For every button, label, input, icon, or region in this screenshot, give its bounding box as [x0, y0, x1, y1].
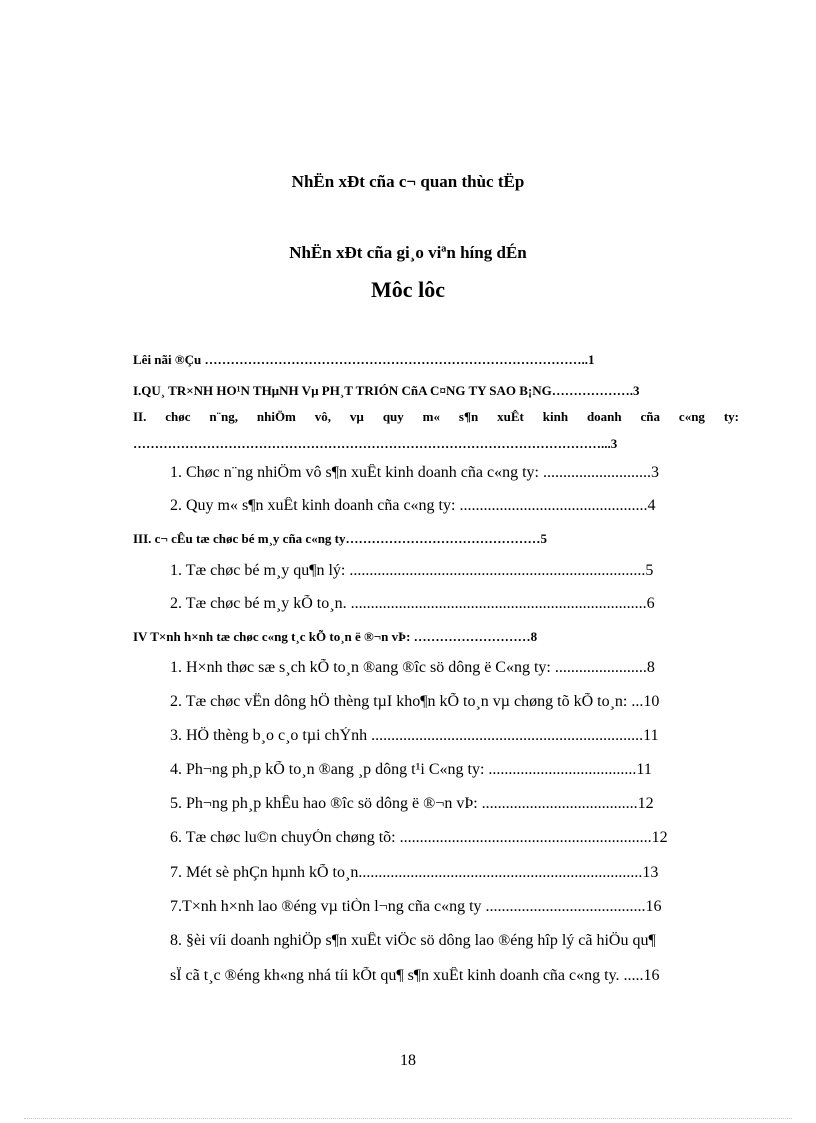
- toc-entry: 7. Mét sè phÇn hµnh kÕ to¸n.......................................................................13: [170, 864, 659, 881]
- toc-entry: I.QU¸ TR×NH HO¹N THµNH Vµ PH¸T TRIÓN CñA C¤NG TY SAO B¡NG……………….3: [133, 383, 640, 398]
- toc-entry: Lêi nãi ®Çu ……………………………………………………………………………..1: [133, 352, 595, 367]
- toc-entry: 1. Tæ chøc bé m¸y qu¶n lý: ..........................................................................5: [170, 562, 654, 579]
- toc-entry: IV T×nh h×nh tæ chøc c«ng t¸c kÕ to¸n ë ®¬n vÞ: ………………………8: [133, 629, 538, 644]
- toc-entry: 5. Ph¬ng ph¸p khÊu hao ®îc sö dông ë ®¬n vÞ: .......................................12: [170, 795, 654, 812]
- toc-entry: 2. Quy m« s¶n xuÊt kinh doanh cña c«ng ty: ...............................................4: [170, 497, 656, 514]
- page-number: 18: [400, 1052, 416, 1069]
- toc-entry: II. chøc n¨ng, nhiÖm vô, vµ quy m« s¶n xuÊt kinh doanh cña c«ng ty:: [133, 409, 739, 424]
- toc-entry: 4. Ph¬ng ph¸p kÕ to¸n ®ang ¸p dông t¹i C«ng ty: .....................................11: [170, 761, 652, 778]
- heading-table-of-contents: Môc lôc: [371, 277, 445, 302]
- toc-entry: 2. Tæ chøc vËn dông hÖ thèng tµI kho¶n kÕ to¸n vµ chøng tõ kÕ to¸n: ...10: [170, 693, 660, 710]
- heading-teacher-comment: NhËn xÐt cña gi¸o viªn híng dÉn: [289, 243, 527, 262]
- toc-entry: sÏ cã t¸c ®éng kh«ng nhá tíi kÕt qu¶ s¶n xuÊt kinh doanh cña c«ng ty. .....16: [170, 967, 660, 984]
- toc-entry: 2. Tæ chøc bé m¸y kÕ to¸n. ..........................................................................6: [170, 595, 655, 612]
- toc-entry: 7.T×nh h×nh lao ®éng vµ tiÒn l¬ng cña c«ng ty ........................................16: [170, 898, 662, 915]
- page-bottom-divider: [24, 1118, 792, 1119]
- toc-entry: 3. HÖ thèng b¸o c¸o tµi chÝnh ....................................................................11: [170, 727, 659, 744]
- toc-entry: 8. §èi víi doanh nghiÖp s¶n xuÊt viÖc sö dông lao ®éng hîp lý cã hiÖu qu¶: [170, 932, 656, 949]
- toc-entry: ………………………………………………………………………………………………...3: [133, 436, 618, 451]
- toc-entry: III. c¬ cÊu tæ chøc bé m¸y cña c«ng ty………………………………………5: [133, 531, 548, 546]
- toc-entry: 1. H×nh thøc sæ s¸ch kÕ to¸n ®ang ®îc sö dông ë C«ng ty: .......................8: [170, 659, 655, 676]
- toc-entry: 1. Chøc n¨ng nhiÖm vô s¶n xuÊt kinh doanh cña c«ng ty: ...........................3: [170, 464, 659, 481]
- heading-agency-comment: NhËn xÐt cña c¬ quan thùc tËp: [291, 172, 525, 191]
- toc-entry: 6. Tæ chøc lu©n chuyÓn chøng tõ: ...............................................................12: [170, 829, 668, 846]
